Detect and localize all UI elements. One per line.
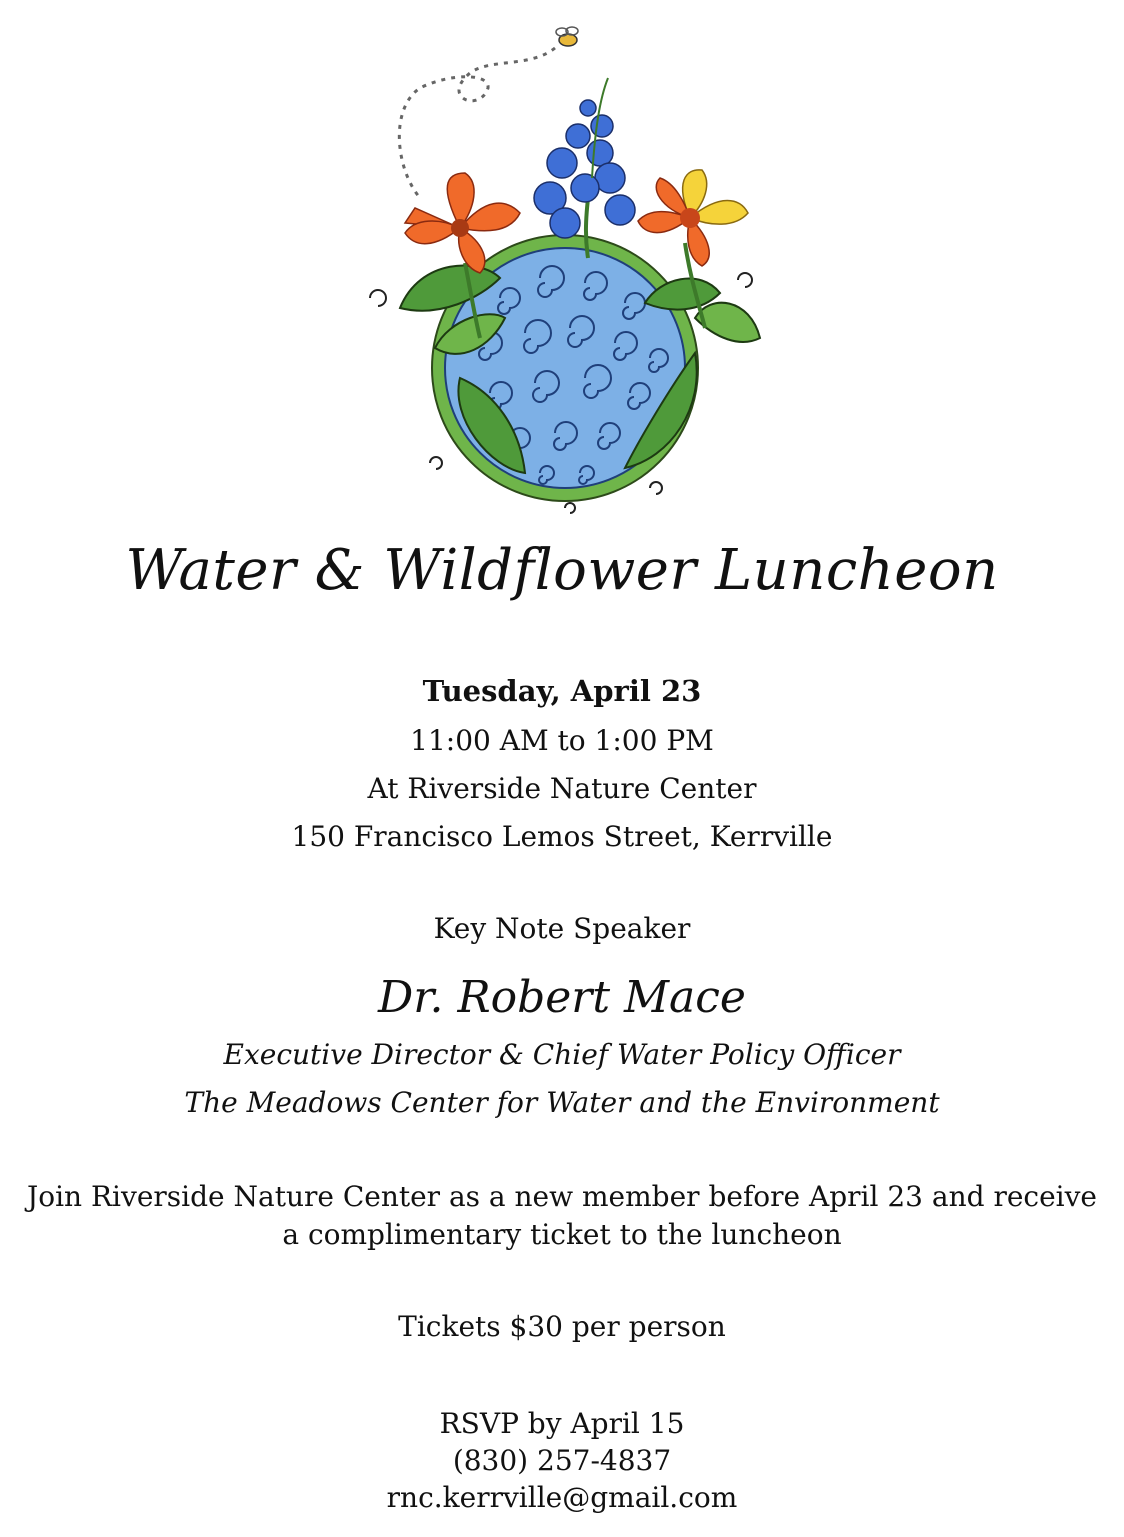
event-venue: At Riverside Nature Center (367, 772, 757, 805)
water-globe-wildflowers-bee-icon (340, 18, 780, 518)
event-address: 150 Francisco Lemos Street, Kerrville (291, 820, 833, 853)
speaker-name: Dr. Robert Mace (378, 972, 746, 1023)
membership-promo (0, 1178, 1124, 1254)
speaker-organization: The Meadows Center for Water and the Environment (184, 1086, 940, 1119)
event-time: 11:00 AM to 1:00 PM (410, 724, 714, 757)
rsvp-block (0, 1405, 1124, 1516)
water-wildflower-illustration (340, 18, 780, 518)
event-title: Water & Wildflower Luncheon (125, 538, 999, 603)
ticket-price: Tickets $30 per person (398, 1310, 726, 1343)
rsvp-email[interactable]: rnc.kerrville@gmail.com (386, 1481, 738, 1514)
speaker-role: Executive Director & Chief Water Policy Officer (223, 1038, 901, 1071)
event-date: Tuesday, April 23 (422, 674, 702, 708)
rsvp-deadline: RSVP by April 15 (439, 1407, 685, 1440)
membership-promo-line-2: a complimentary ticket to the luncheon (282, 1218, 842, 1251)
membership-promo-line-1: Join Riverside Nature Center as a new member before April 23 and receive (27, 1180, 1097, 1213)
rsvp-phone[interactable]: (830) 257-4837 (452, 1444, 672, 1477)
keynote-heading: Key Note Speaker (433, 912, 691, 945)
